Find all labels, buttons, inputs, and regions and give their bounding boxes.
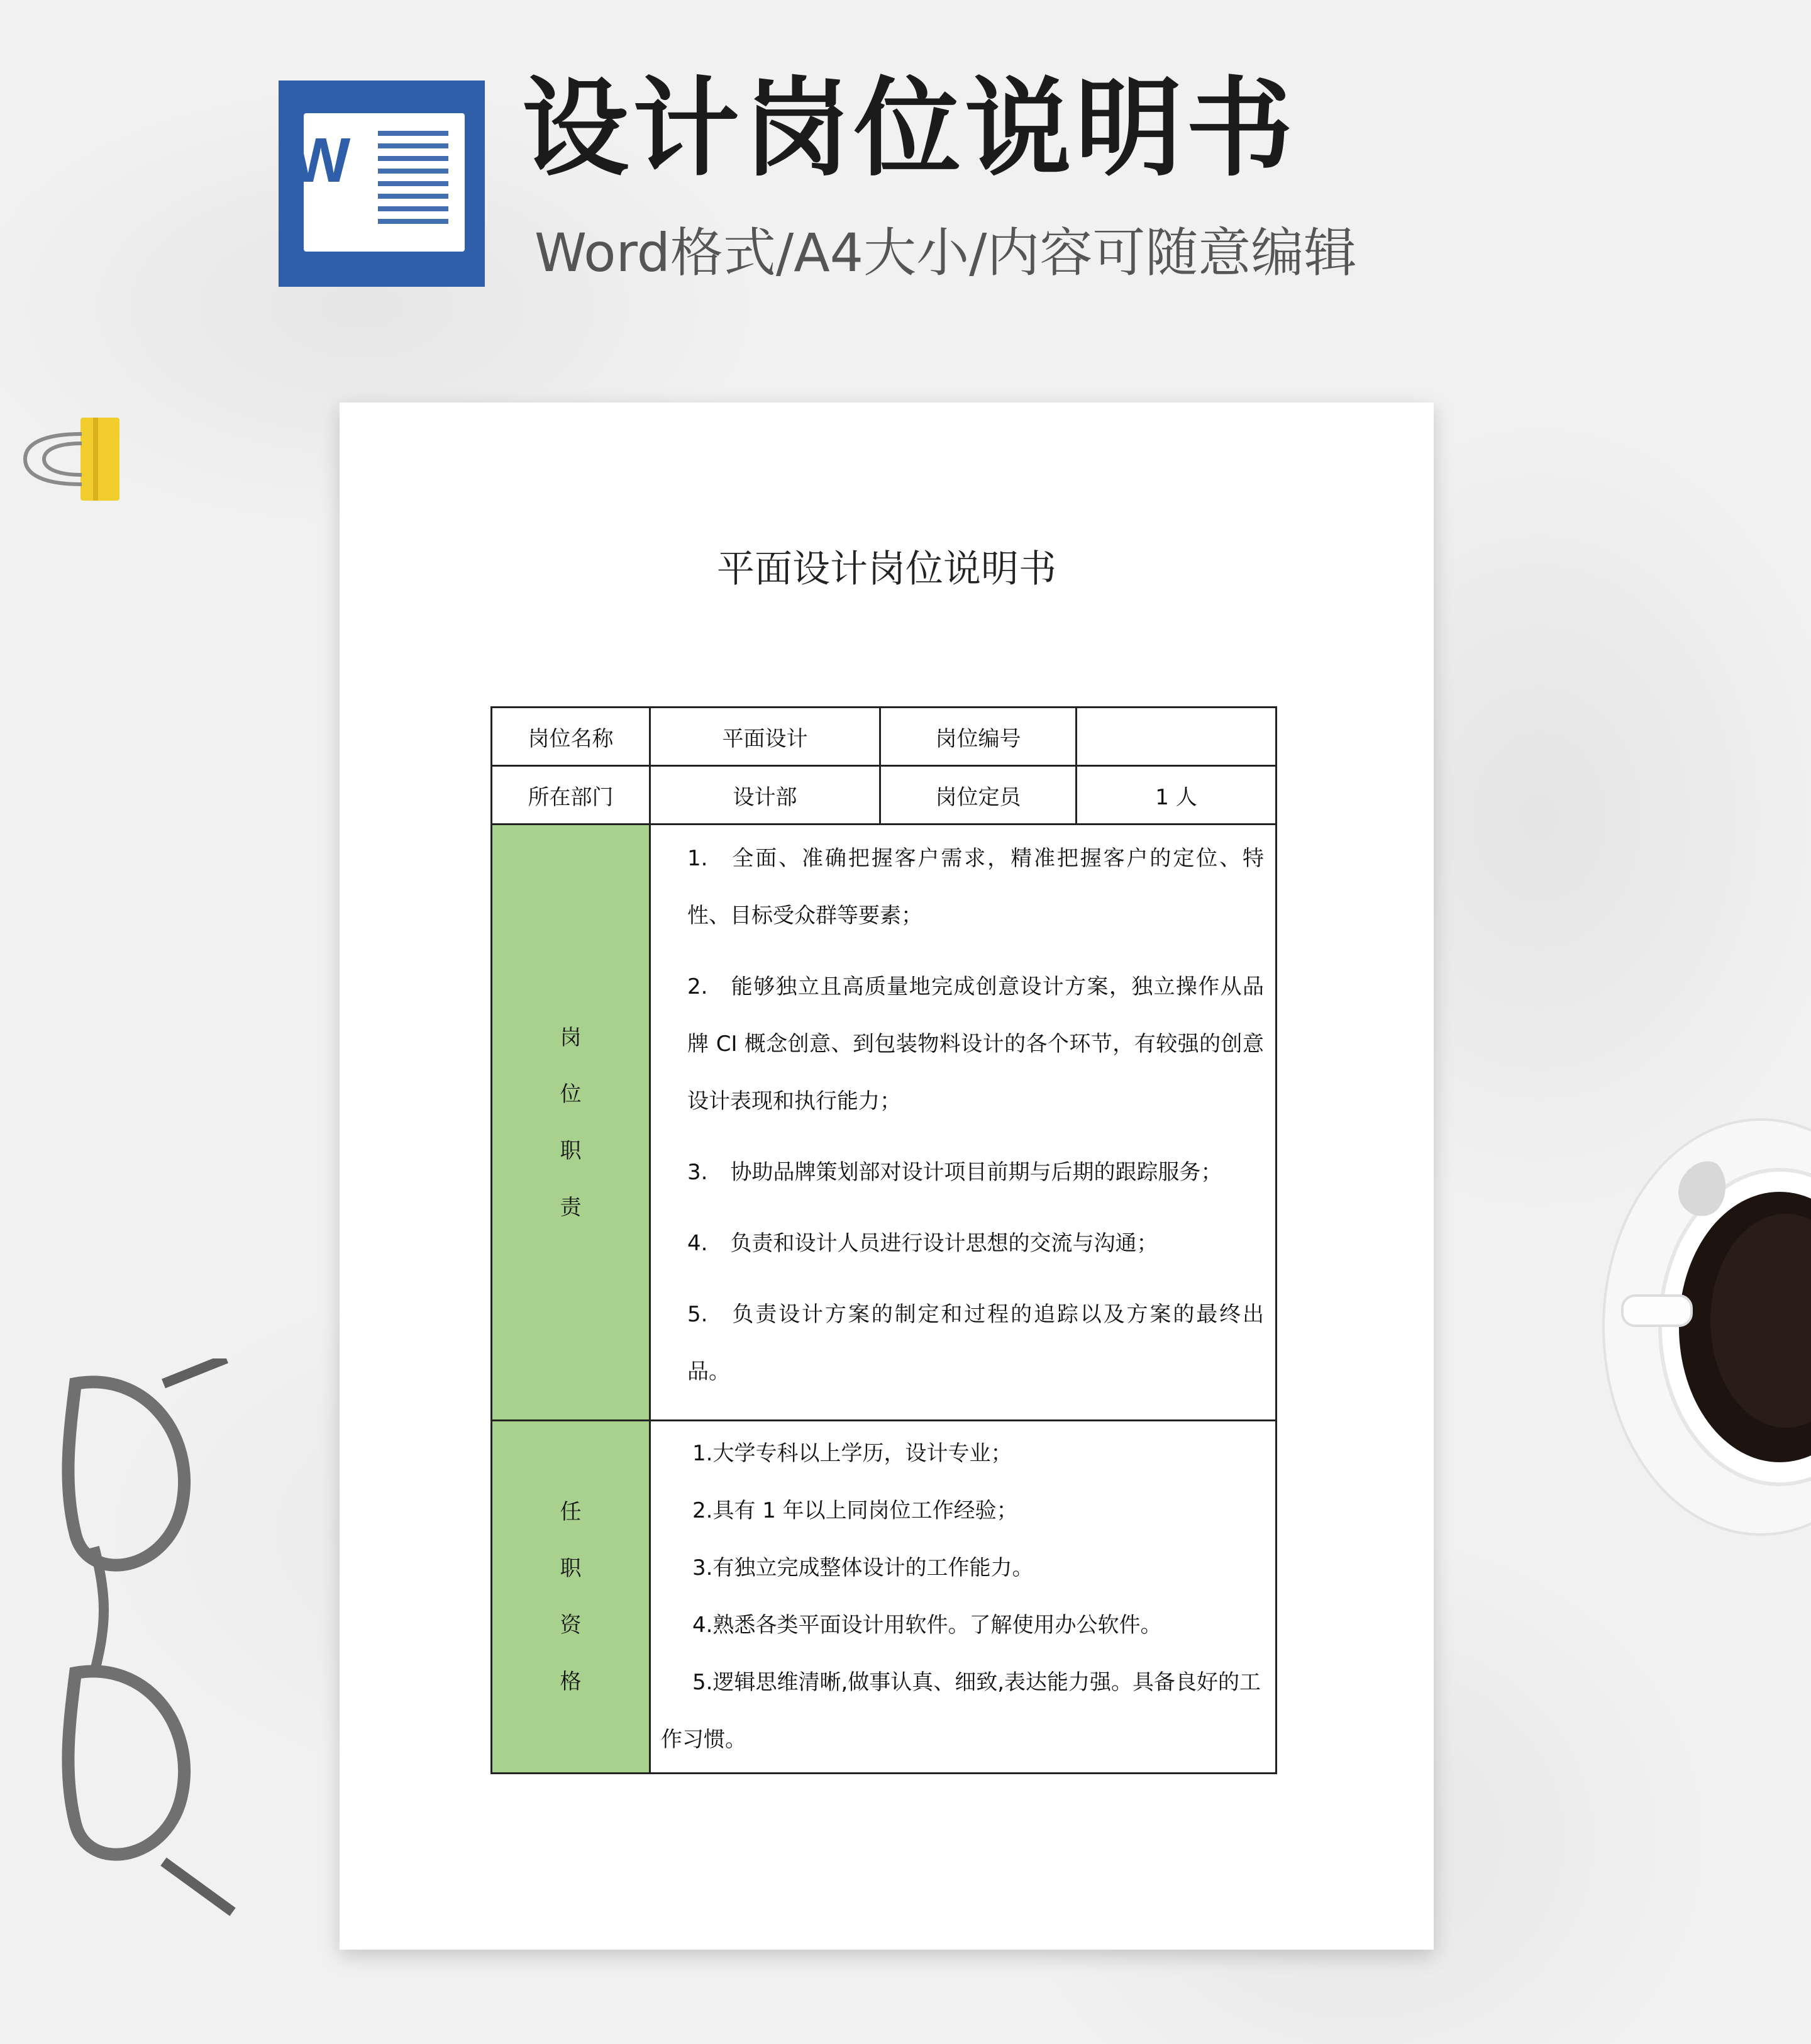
list-item: 2. 能够独立且高质量地完成创意设计方案，独立操作从品牌 CI 概念创意、到包装物料设计的各个环节，有较强的创意设计表现和执行能力； [687,974,1264,1114]
list-item: 2.具有 1 年以上同岗位工作经验； [692,1498,1018,1523]
duties-content-cell [650,825,1277,1421]
list-item: 3. 协助品牌策划部对设计项目前期与后期的跟踪服务； [687,1160,1222,1185]
list-item: 4. 负责和设计人员进行设计思想的交流与沟通； [687,1231,1158,1256]
duties-label-cell [492,825,650,1421]
list-item: 1.大学专科以上学历，设计专业； [692,1441,1012,1466]
glasses-icon [50,1358,252,1925]
list-item: 4.熟悉各类平面设计用软件。了解使用办公软件。 [692,1613,1162,1638]
table-row-duties [492,825,1277,1421]
coffee-cup-icon [1597,1107,1811,1547]
word-icon [279,81,485,287]
list-item: 5. 负责设计方案的制定和过程的追踪以及方案的最终出品。 [687,1302,1264,1384]
table-row-qualifications [492,1421,1277,1774]
cell-position-name-value: 平面设计 [650,708,880,766]
cell-position-code-label: 岗位编号 [880,708,1077,766]
list-item: 1. 全面、准确把握客户需求，精准把握客户的定位、特性、目标受众群等要素； [687,846,1264,928]
banner-subtitle: Word格式/A4大小/内容可随意编辑 [534,222,1357,284]
qualifications-label-cell [492,1421,650,1774]
cell-department-label: 所在部门 [492,766,650,825]
document-title: 平面设计岗位说明书 [717,547,1056,591]
cell-headcount-label: 岗位定员 [880,766,1077,825]
cell-position-name-label: 岗位名称 [492,708,650,766]
cell-department-value: 设计部 [650,766,880,825]
job-description-table [490,706,1277,1774]
qualifications-label: 任 职 资 格 [560,1499,582,1694]
document-page [340,403,1434,1950]
table-row [492,708,1277,766]
list-item: 5.逻辑思维清晰,做事认真、细致,表达能力强。具备良好的工作习惯。 [661,1670,1261,1752]
cell-headcount-value: 1 人 [1077,766,1277,825]
list-item: 3.有独立完成整体设计的工作能力。 [692,1555,1034,1580]
qualifications-content-cell [650,1421,1277,1774]
cell-position-code-value [1077,708,1277,766]
table-row [492,766,1277,825]
banner-title: 设计岗位说明书 [522,67,1297,191]
binder-clip-icon [19,415,132,503]
duties-label: 岗 位 职 责 [560,1025,582,1220]
word-icon-letter: W [291,125,351,196]
